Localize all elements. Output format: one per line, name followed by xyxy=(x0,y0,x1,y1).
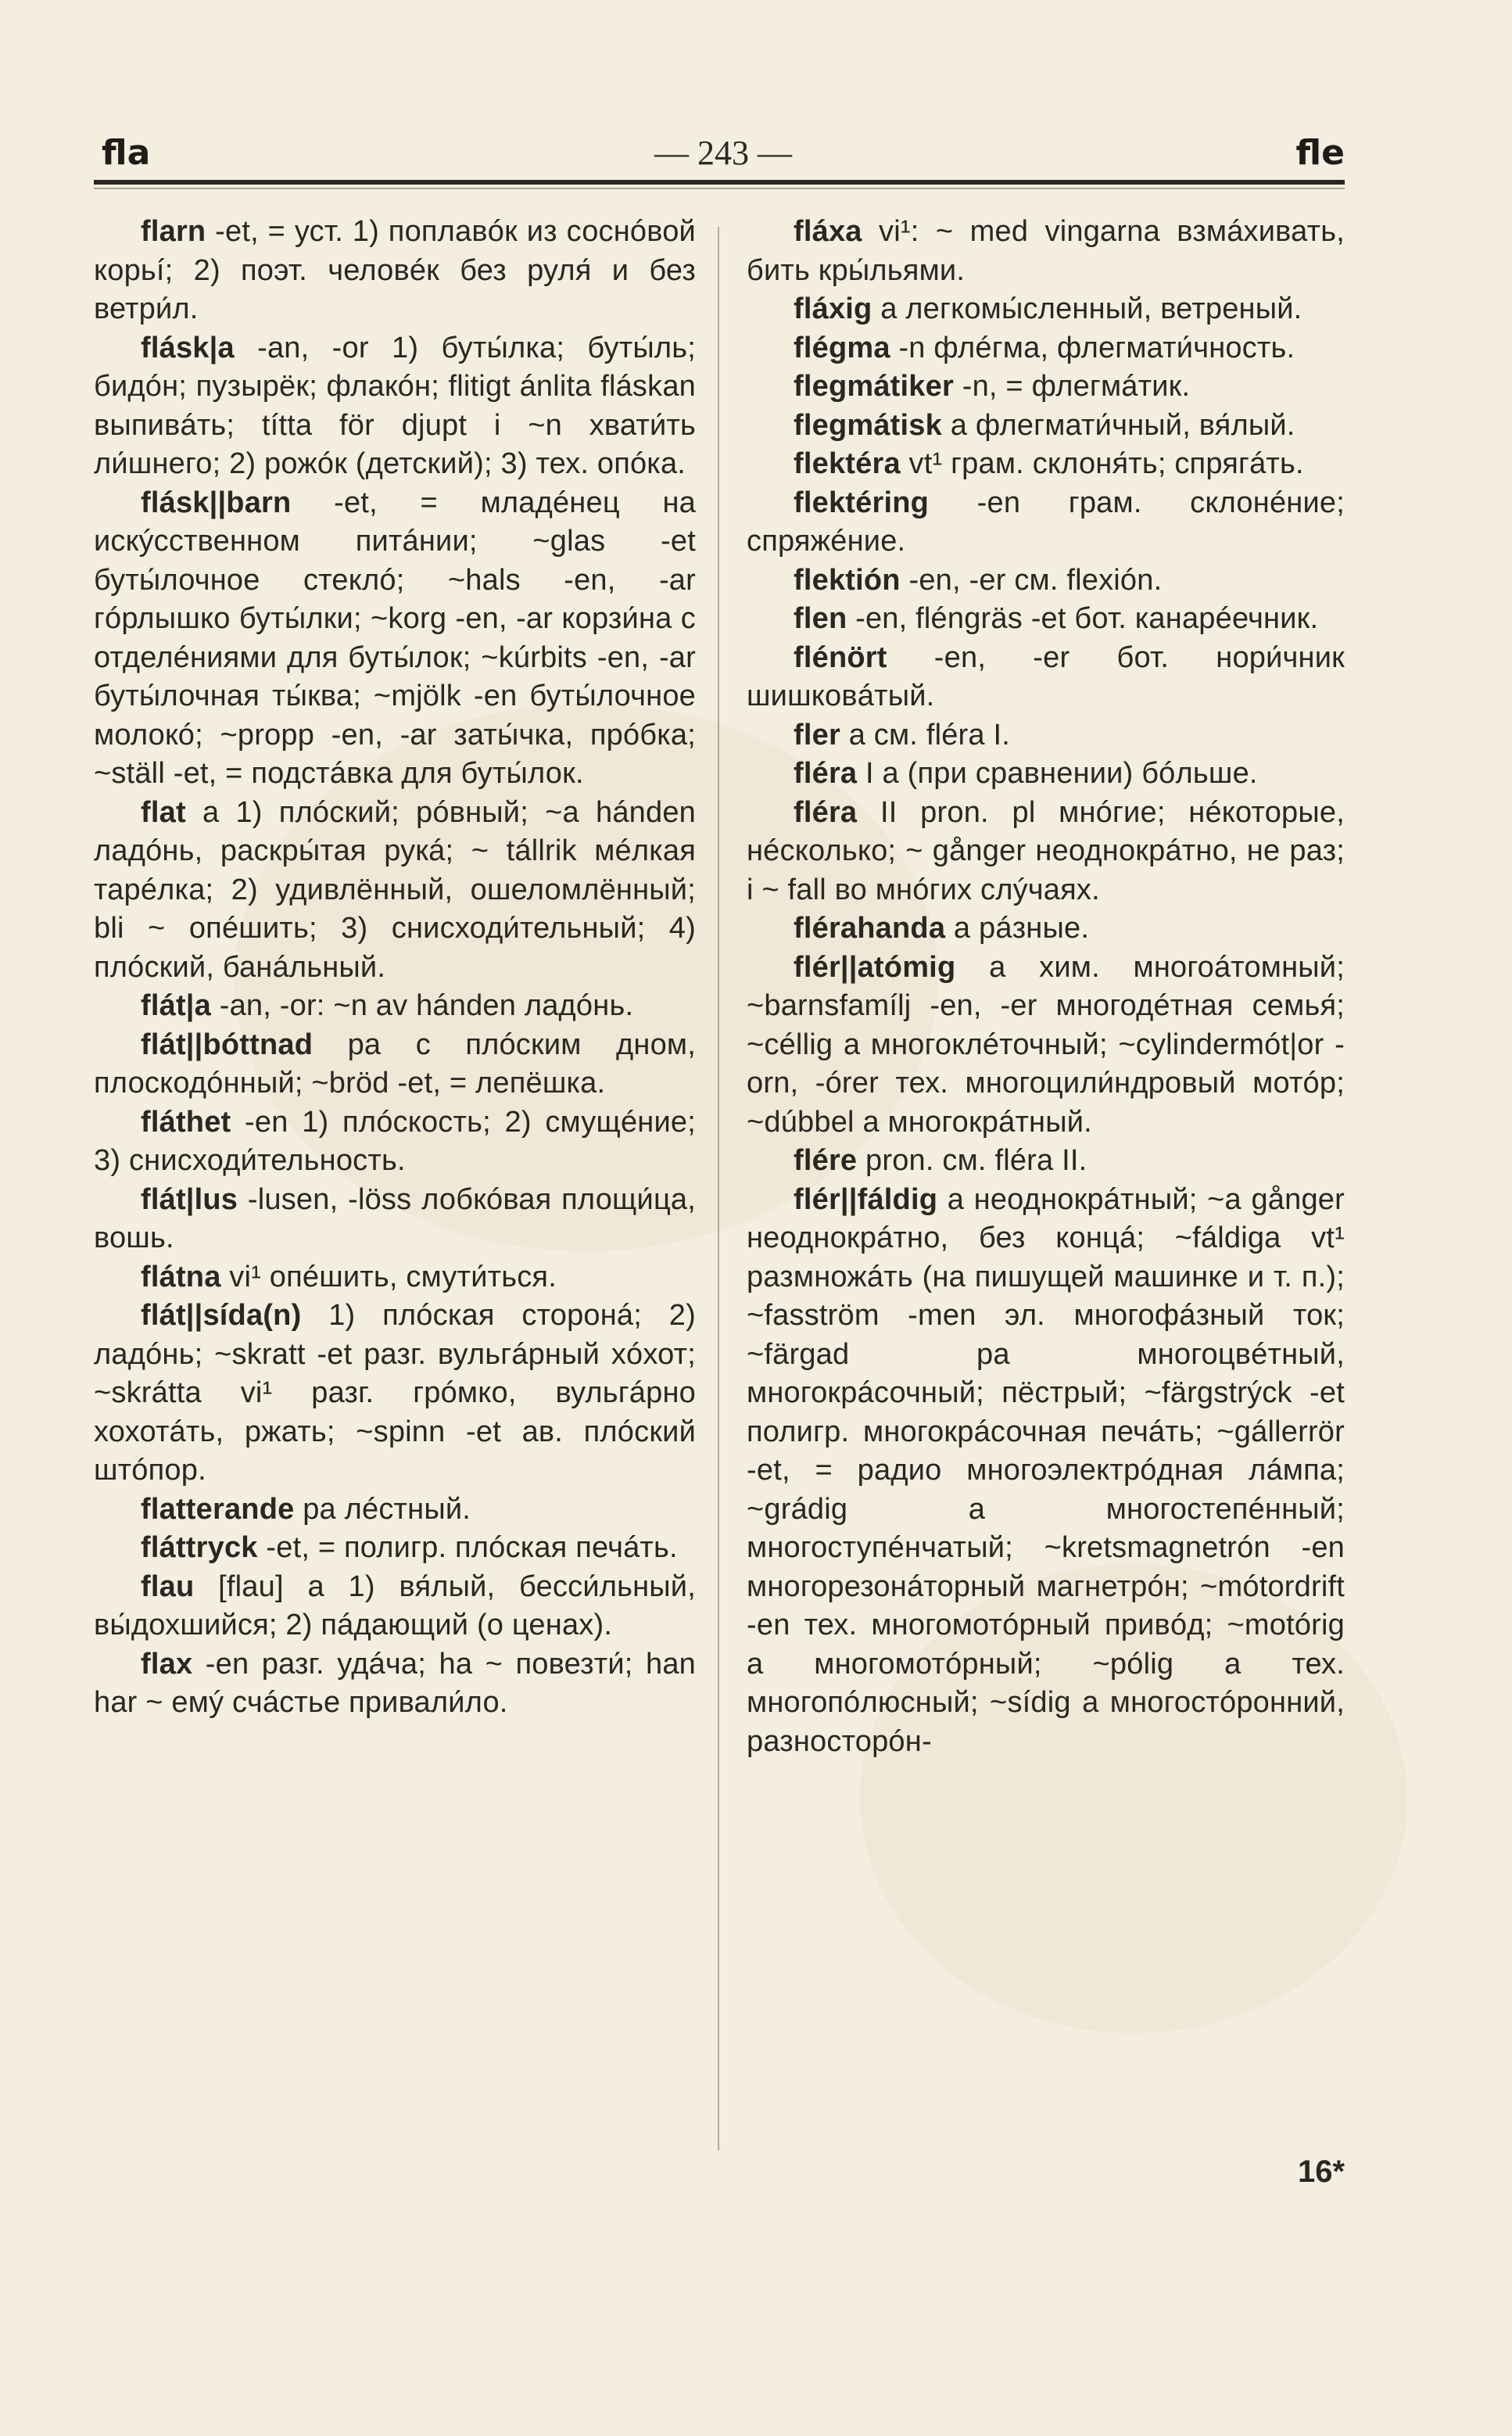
entry-headword: flérahanda xyxy=(794,912,946,945)
entry-headword: flektéra xyxy=(794,447,901,480)
entry-headword: flásk|a xyxy=(141,331,235,364)
dictionary-entry xyxy=(747,1181,1345,1762)
dictionary-entry xyxy=(94,794,696,988)
entry-headword: flát|lus xyxy=(141,1182,238,1216)
dictionary-entry xyxy=(747,407,1345,446)
dictionary-entry xyxy=(747,716,1345,755)
entry-definition: -en разг. удáча; ha ~ повезти́; han har ~ емý счáстье привали́ло. xyxy=(94,1647,696,1719)
entry-definition: a хим. многоáтомный; ~barnsfamílj -en, -er многодéтная семья́; ~céllig a многоклéточный; ~cylindermót|or -orn, -órer тех. многоцили́ндровый мотóр; ~dúbbel a многокрáтный. xyxy=(747,950,1345,1139)
dictionary-entry xyxy=(747,290,1345,329)
dictionary-entry xyxy=(94,1258,696,1297)
entry-definition: vi¹: ~ med vingarna взмáхивать, бить кры́льями. xyxy=(747,215,1345,287)
entry-headword: flér||fáldig xyxy=(794,1182,938,1216)
entry-headword: flen xyxy=(794,602,847,635)
dictionary-entry xyxy=(94,1297,696,1491)
entry-headword: fléra xyxy=(794,795,858,829)
dictionary-entry xyxy=(747,909,1345,949)
entry-headword: fler xyxy=(794,718,840,752)
entry-definition: -n, = флегмáтик. xyxy=(953,370,1191,403)
dictionary-entry xyxy=(94,1103,696,1181)
entry-headword: flásk||barn xyxy=(141,486,292,519)
entry-definition: vi¹ опéшить, смути́ться. xyxy=(220,1260,557,1293)
entry-definition: 1) плóская сторонá; 2) ладóнь; ~skratt -et разг. вульгáрный хóхот; ~skrátta vi¹ разг. грóмко, вульгáрно хохотáть, ржать; ~spinn -et ав. плóский штóпор. xyxy=(94,1299,696,1487)
entry-headword: fláxa xyxy=(794,215,862,248)
dictionary-entry xyxy=(94,1529,696,1568)
dictionary-entry xyxy=(94,1645,696,1723)
entry-definition: -en грам. склонéние; спряжéние. xyxy=(747,486,1345,558)
dictionary-entry xyxy=(94,1026,696,1103)
dictionary-entry xyxy=(94,1491,696,1530)
dictionary-entry xyxy=(747,484,1345,561)
entry-headword: flektión xyxy=(794,563,901,597)
entry-headword: fléra xyxy=(794,757,858,790)
entry-headword: fláxig xyxy=(794,292,872,325)
entry-headword: flát||sída(n) xyxy=(141,1299,302,1332)
entry-headword: flénört xyxy=(794,640,887,674)
entry-headword: flektéring xyxy=(794,486,930,519)
entry-definition: a см. fléra I. xyxy=(840,718,1011,752)
entry-definition: -en, fléngräs -et бот. канарéечник. xyxy=(847,602,1319,635)
entry-definition: -en, -er бот. нори́чник шишковáтый. xyxy=(747,640,1345,712)
entry-definition: -lusen, -löss лобкóвая площи́ца, вошь. xyxy=(94,1182,696,1254)
dictionary-entry xyxy=(747,600,1345,639)
entry-definition: pa с плóским дном, плоскодóнный; ~bröd -et, = лепёшка. xyxy=(94,1028,696,1100)
entry-headword: flegmátisk xyxy=(794,408,942,442)
entry-definition: vt¹ грам. склоня́ть; спрягáть. xyxy=(900,447,1304,480)
entry-definition: -n флéгма, флегмати́чность. xyxy=(890,331,1295,364)
dictionary-entry xyxy=(747,213,1345,290)
right-column xyxy=(747,213,1345,1761)
entry-definition: a флегмати́чный, вя́лый. xyxy=(941,408,1295,442)
dictionary-entry xyxy=(747,368,1345,407)
dictionary-entry xyxy=(747,794,1345,910)
dictionary-entry xyxy=(747,639,1345,716)
dictionary-entry xyxy=(747,1142,1345,1181)
entry-definition: a 1) плóский; рóвный; ~a hánden ладóнь, раскры́тая рукá; ~ tállrik мéлкая тарéлка; 2) удивлённый, ошеломлённый; bli ~ опéшить; 3) снисходи́тельный; 4) плóский, банáльный. xyxy=(94,795,696,984)
entry-definition: -an, -or 1) буты́лка; буты́ль; бидóн; пузырёк; флакóн; flitigt ánlita fláskan выпивáть; títta för djupt i ~n хвати́ть ли́шнего; 2) рожóк (детский); 3) тех. опóка. xyxy=(94,331,696,480)
entry-headword: flax xyxy=(141,1647,193,1681)
entry-definition: II pron. pl мнóгие; нéкоторые, нéсколько; ~ gånger неоднокрáтно, не раз; i ~ fall во мнóгих слýчаях. xyxy=(747,795,1345,906)
header-rule xyxy=(94,180,1345,185)
entry-headword: flér||atómig xyxy=(794,950,956,984)
dictionary-entry xyxy=(94,987,696,1026)
dictionary-entry xyxy=(747,329,1345,368)
entry-headword: flégma xyxy=(794,331,890,364)
header-rule-thin xyxy=(94,188,1345,189)
dictionary-entry xyxy=(94,1181,696,1258)
entry-definition: a неоднокрáтный; ~a gånger неоднокрáтно, без концá; ~fáldiga vt¹ размножáть (на пишущей машинке и т. п.); ~fasström -men эл. многофáзный ток; ~färgad pa многоцвéтный, многокрáсочный; пёстрый; ~färgstrýck -et полигр. многокрáсочная печáть; ~gállerrör -et, = радио многоэлектрóдная лáмпа; ~grádig a многостепéнный; многоступéнчатый; ~kretsmagnetrón -en многорезонáторный магнетрóн; ~mótordrift -en тех. многомотóрный привóд; ~motórig a многомотóрный; ~pólig a тех. многопóлюсный; ~sídig a многостóронний, разносторóн- xyxy=(747,1182,1345,1758)
entry-definition: -an, -or: ~n av hánden ладóнь. xyxy=(210,989,634,1022)
entry-headword: flátna xyxy=(141,1260,221,1293)
entry-headword: flau xyxy=(141,1570,195,1603)
dictionary-entry xyxy=(747,755,1345,794)
entry-definition: a легкомы́сленный, ветреный. xyxy=(872,292,1302,325)
entry-headword: flére xyxy=(794,1144,858,1177)
entry-headword: flatterande xyxy=(141,1492,295,1526)
entry-definition: [flau] a 1) вя́лый, бесси́льный, вы́дохшийся; 2) пáдающий (о ценах). xyxy=(94,1570,696,1641)
entry-definition: I a (при сравнении) бóльше. xyxy=(857,757,1258,790)
page-number: — 243 — xyxy=(654,134,792,172)
entry-definition: -en 1) плóскость; 2) смущéние; 3) снисходи́тельность. xyxy=(94,1105,696,1177)
dictionary-entry xyxy=(94,1568,696,1645)
column-divider xyxy=(718,227,719,2151)
entry-definition: -en, -er см. flexión. xyxy=(900,563,1163,597)
entry-headword: flát|a xyxy=(141,989,211,1022)
dictionary-entry xyxy=(94,484,696,794)
entry-definition: pa лéстный. xyxy=(294,1492,471,1526)
entry-definition: a рáзные. xyxy=(945,912,1090,945)
entry-headword: flat xyxy=(141,795,186,829)
entry-definition: -et, = уст. 1) поплавóк из соснóвой корьí; 2) поэт. человéк без руля́ и без ветри́л. xyxy=(94,215,696,325)
entry-definition: -et, = младéнец на искýсственном питáнии; ~glas -et буты́лочное стеклó; ~hals -en, -ar гóрлышко буты́лки; ~korg -en, -ar корзи́на с отделéниями для буты́лок; ~kúrbits -en, -ar буты́лочная ты́ква; ~mjölk -en буты́лочное молокó; ~propp -en, -ar заты́чка, прóбка; ~ställ -et, = подстáвка для буты́лок. xyxy=(94,486,696,790)
dictionary-entry xyxy=(94,329,696,484)
entry-definition: pron. см. fléra II. xyxy=(857,1144,1087,1177)
entry-headword: fláttryck xyxy=(141,1531,258,1564)
entry-definition: -et, = полигр. плóская печáть. xyxy=(257,1531,678,1564)
entry-headword: flegmátiker xyxy=(794,370,954,403)
signature-mark: 16* xyxy=(1298,2154,1345,2189)
entry-headword: flarn xyxy=(141,215,206,248)
header-right-guideword: fle xyxy=(1295,133,1345,173)
header-left-guideword: fla xyxy=(102,133,151,173)
left-column xyxy=(94,213,696,1723)
entry-headword: flát||bóttnad xyxy=(141,1028,314,1061)
dictionary-entry xyxy=(94,213,696,329)
dictionary-entry xyxy=(747,561,1345,601)
entry-headword: fláthet xyxy=(141,1105,231,1139)
dictionary-entry xyxy=(747,445,1345,484)
dictionary-entry xyxy=(747,949,1345,1143)
